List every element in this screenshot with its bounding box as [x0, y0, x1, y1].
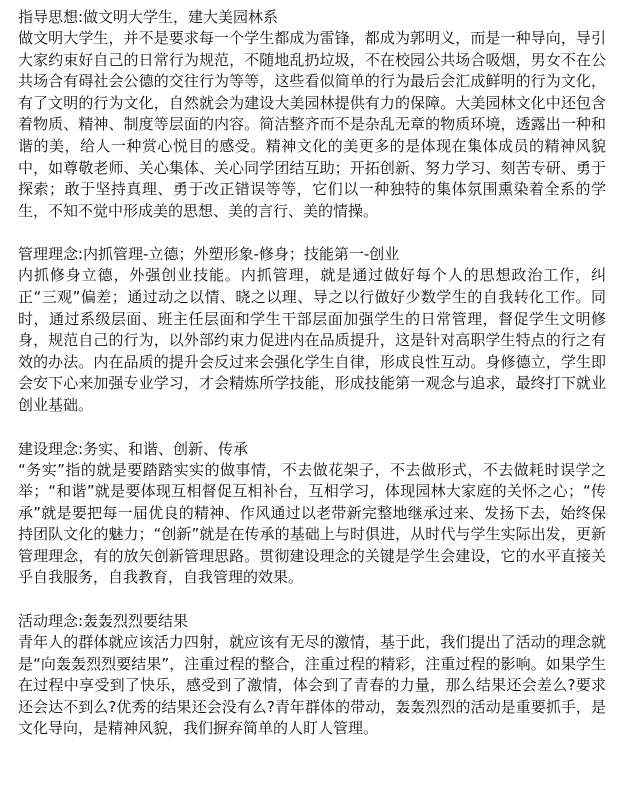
section-construction-concept — [18, 438, 606, 590]
section-activity-concept — [18, 610, 606, 740]
section-body: “务实”指的就是要踏踏实实的做事情，不去做花架子，不去做形式，不去做耗时误学之举；“和谐”就是要体现互相督促互相补台，互相学习，体现园林大家庭的关怀之心；“传承”就是要把每一届优良的精神、作风通过以老带新完整地继承过来、发扬下去，始终保持团队文化的魅力；“创新”就是在传承的基础上与时俱进，从时代与学生实际出发，更新管理理念，有的放矢创新管理思路。贯彻建设理念的关键是学生会建设，它的水平直接关乎自我服务，自我教育，自我管理的效果。 — [18, 460, 606, 587]
section-guiding-thought — [18, 6, 606, 222]
section-heading: 活动理念:轰轰烈烈要结果 — [18, 612, 189, 631]
section-heading: 建设理念:务实、和谐、创新、传承 — [18, 439, 249, 458]
section-management-concept — [18, 243, 606, 416]
document — [18, 6, 606, 740]
section-heading: 管理理念:内抓管理-立德；外塑形象-修身；技能第一-创业 — [18, 245, 400, 264]
section-body: 青年人的群体就应该活力四射，就应该有无尽的激情，基于此，我们提出了活动的理念就是“向轰轰烈烈要结果”，注重过程的整合，注重过程的精彩，注重过程的影响。如果学生在过程中享受到了快乐，感受到了激情，体会到了青春的力量，那么结果还会差么?要求还会达不到么?优秀的结果还会没有么?青年群体的带动，轰轰烈烈的活动是重要抓手，是文化导向，是精神风貌，我们摒弃简单的人盯人管理。 — [18, 633, 606, 738]
section-body: 做文明大学生，并不是要求每一个学生都成为雷锋，都成为郭明义，而是一种导向，导引大家约束好自己的日常行为规范，不随地乱扔垃圾，不在校园公共场合吸烟，男女不在公共场合有碍社会公德的交往行为等等，这些看似简单的行为最后会汇成鲜明的行为文化，有了文明的行为文化，自然就会为建设大美园林提供有力的保障。大美园林文化中还包含着物质、精神、制度等层面的内容。简洁整齐而不是杂乱无章的物质环境，透露出一种和谐的美，给人一种赏心悦目的感受。精神文化的美更多的是体现在集体成员的精神风貌中，如尊敬老师、关心集体、关心同学团结互助；开拓创新、努力学习、刻苦专研、勇于探索；敢于坚持真理、勇于改正错误等等，它们以一种独特的集体氛围熏染着全系的学生，不知不觉中形成美的思想、美的言行、美的情操。 — [18, 29, 606, 220]
section-body: 内抓修身立德，外强创业技能。内抓管理，就是通过做好每个人的思想政治工作，纠正“三观”偏差；通过动之以情、晓之以理、导之以行做好少数学生的自我转化工作。同时，通过系级层面、班主任层面和学生干部层面加强学生的日常管理，督促学生文明修身，规范自己的行为，以外部约束力促进内在品质提升，这是针对高职学生特点的行之有效的办法。内在品质的提升会反过来会强化学生自律，形成良性互动。身修德立，学生即会安下心来加强专业学习，才会精炼所学技能，形成技能第一观念与追求，最终打下就业创业基础。 — [18, 266, 606, 414]
section-heading: 指导思想:做文明大学生，建大美园林系 — [18, 8, 279, 26]
